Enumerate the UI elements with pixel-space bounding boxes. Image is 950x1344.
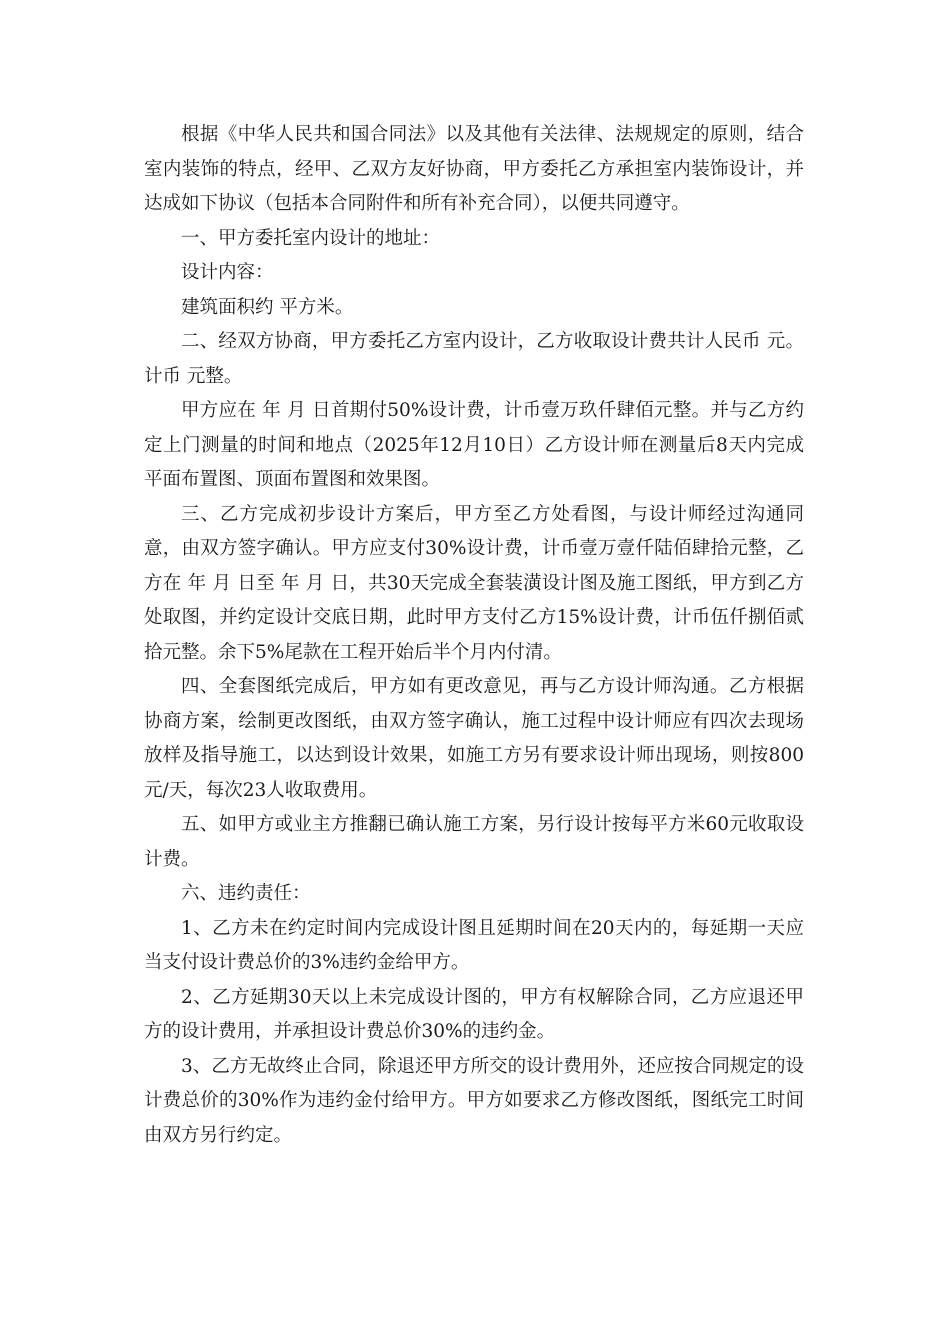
paragraph-liability-heading: 六、违约责任： (181, 883, 311, 904)
document-body (144, 118, 804, 1153)
paragraph-liability-3: 3、乙方无故终止合同，除退还甲方所交的设计费用外，还应按合同规定的设计费总价的30%作为违约金付给甲方。甲方如要求乙方修改图纸，图纸完工时间由双方另行约定。 (144, 1055, 804, 1146)
paragraph-first-payment: 甲方应在 年 月 日首期付50%设计费，计币壹万玖仟肆佰元整。并与乙方约定上门测量的时间和地点（2025年12月10日）乙方设计师在测量后8天内完成平面布置图、顶面布置图和效果图。 (144, 400, 804, 490)
paragraph-design-address: 一、甲方委托室内设计的地址： (181, 227, 441, 249)
paragraph-preamble: 根据《中华人民共和国合同法》以及其他有关法律、法规规定的原则，结合室内装饰的特点，经甲、乙双方友好协商，甲方委托乙方承担室内装饰设计，并达成如下协议（包括本合同附件和所有补充合同），以便共同遵守。 (144, 124, 804, 214)
paragraph-redesign-fee: 五、如甲方或业主方推翻已确认施工方案，另行设计按每平方米60元收取设计费。 (144, 814, 804, 870)
paragraph-drawing-changes: 四、全套图纸完成后，甲方如有更改意见，再与乙方设计师沟通。乙方根据协商方案，绘制更改图纸，由双方签字确认，施工过程中设计师应有四次去现场放样及指导施工，以达到设计效果，如施工方另有要求设计师出现场，则按800元/天，每次23人收取费用。 (144, 676, 804, 801)
paragraph-liability-1: 1、乙方未在约定时间内完成设计图且延期时间在20天内的，每延期一天应当支付设计费总价的3%违约金给甲方。 (144, 917, 804, 973)
paragraph-liability-2: 2、乙方延期30天以上未完成设计图的，甲方有权解除合同，乙方应退还甲方的设计费用，并承担设计费总价30%的违约金。 (144, 986, 804, 1042)
paragraph-design-fee: 二、经双方协商，甲方委托乙方室内设计，乙方收取设计费共计人民币 元。计币 元整。 (144, 331, 804, 387)
paragraph-building-area: 建筑面积约 平方米。 (181, 296, 354, 318)
paragraph-design-content: 设计内容： (181, 262, 274, 283)
paragraph-preliminary-design: 三、乙方完成初步设计方案后，甲方至乙方处看图，与设计师经过沟通同意，由双方签字确认。甲方应支付30%设计费，计币壹万壹仟陆佰肆拾元整，乙方在 年 月 日至 年 月 日，共30天完成全套装潢设计图及施工图纸，甲方到乙方处取图，并约定设计交底日期，此时甲方支付乙方15%设计费，计币伍仟捌佰贰拾元整。余下5%尾款在工程开始后半个月内付清。 (144, 503, 804, 663)
